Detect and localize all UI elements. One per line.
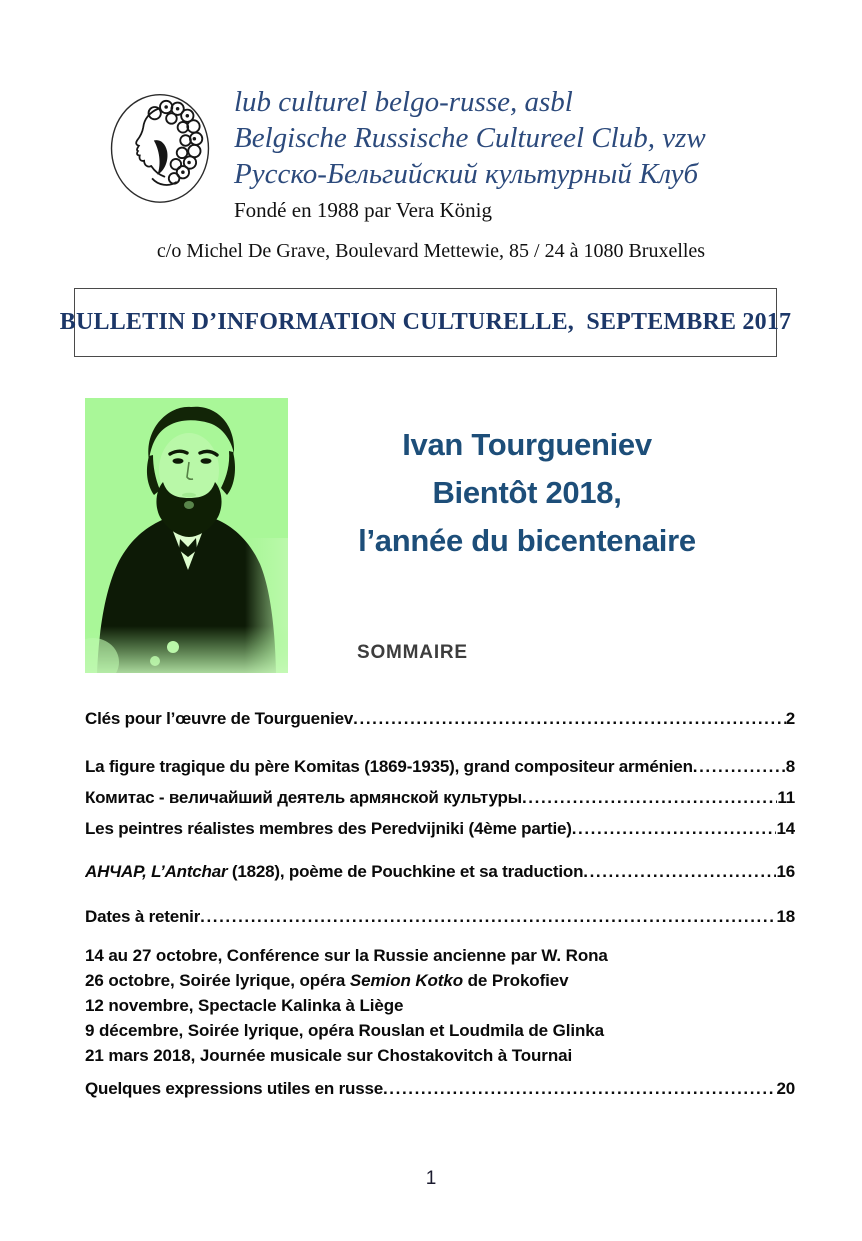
toc-item-label bbox=[85, 861, 583, 883]
toc-item bbox=[85, 756, 795, 778]
toc-final-item-container bbox=[85, 1078, 795, 1100]
toc-item bbox=[85, 906, 795, 928]
event-item-part: 9 décembre, Soirée lyrique, opéra Rouslan et Loudmila de Glinka bbox=[85, 1021, 604, 1040]
event-item-part: de Prokofiev bbox=[463, 971, 569, 990]
toc-dot-leader bbox=[572, 818, 777, 840]
event-item-part: Semion Kotko bbox=[349, 971, 464, 990]
page-number: 1 bbox=[425, 1168, 437, 1189]
toc-item-label-part: (1828), poème de Pouchkine et sa traduction bbox=[227, 862, 584, 881]
feature-title bbox=[288, 421, 766, 565]
club-name-russian: Русско-Бельгийский культурный Клуб bbox=[234, 158, 699, 190]
event-item-part: 12 novembre, Spectacle Kalinka à Liège bbox=[85, 996, 404, 1015]
pushkin-profile-logo-icon bbox=[108, 92, 212, 210]
toc-item-label-part: Комитас - величайший деятель армянской культуры bbox=[85, 788, 522, 807]
toc-item bbox=[85, 818, 795, 840]
event-item bbox=[85, 943, 795, 968]
bulletin-title-banner bbox=[59, 288, 792, 357]
toc-list bbox=[85, 708, 795, 928]
address-line: c/o Michel De Grave, Boulevard Mettewie, 85 / 24 à 1080 Bruxelles bbox=[156, 240, 706, 262]
toc-dot-leader bbox=[200, 906, 776, 928]
toc-dot-leader bbox=[583, 861, 776, 883]
toc-page-number: 14 bbox=[776, 819, 795, 838]
event-item bbox=[85, 1043, 795, 1068]
masthead bbox=[108, 84, 706, 225]
tourgueniev-portrait-image bbox=[85, 398, 288, 673]
toc-dot-leader bbox=[353, 708, 786, 730]
toc-page-number: 16 bbox=[776, 862, 795, 881]
toc-item-label bbox=[85, 756, 693, 778]
event-item-part: 26 octobre, Soirée lyrique, opéra bbox=[85, 971, 350, 990]
toc-item-label bbox=[85, 708, 353, 730]
event-item bbox=[85, 1018, 795, 1043]
toc-dot-leader bbox=[693, 756, 786, 778]
toc-item-label-part: АНЧАР, L’Antchar bbox=[85, 862, 228, 881]
toc-item-label bbox=[85, 818, 572, 840]
table-of-contents bbox=[85, 708, 795, 1100]
toc-item-label bbox=[85, 906, 200, 928]
toc-item-label-part: Quelques expressions utiles en russe bbox=[85, 1079, 383, 1098]
toc-item bbox=[85, 861, 795, 883]
toc-item-label bbox=[85, 787, 522, 809]
toc-item bbox=[85, 787, 795, 809]
toc-page-number: 20 bbox=[776, 1079, 795, 1098]
toc-page-number: 2 bbox=[785, 709, 795, 728]
feature-title-line-3: l’année du bicentenaire bbox=[358, 523, 696, 558]
bulletin-title: BULLETIN D’INFORMATION CULTURELLE, SEPTEMBRE 2017 bbox=[59, 309, 792, 335]
page-footer bbox=[0, 1168, 862, 1190]
toc-item bbox=[85, 708, 795, 730]
event-item-part: 14 au 27 octobre, Conférence sur la Russie ancienne par W. Rona bbox=[85, 946, 608, 965]
toc-page-number: 8 bbox=[785, 757, 795, 776]
event-item bbox=[85, 993, 795, 1018]
founded-line: Fondé en 1988 par Vera König bbox=[234, 198, 492, 222]
toc-dot-leader bbox=[383, 1078, 777, 1100]
club-name-french: lub culturel belgo-russe, asbl bbox=[234, 86, 573, 118]
feature-title-line-1: Ivan Tourgueniev bbox=[402, 427, 652, 462]
toc-page-number: 11 bbox=[777, 788, 795, 807]
toc-item-label-part: Clés pour l’œuvre de Tourgueniev bbox=[85, 709, 354, 728]
toc-item-label-part: La figure tragique du père Komitas (1869-1935), grand compositeur arménien bbox=[85, 757, 693, 776]
toc-page-number: 18 bbox=[776, 907, 795, 926]
feature-title-line-2: Bientôt 2018, bbox=[432, 475, 622, 510]
toc-dot-leader bbox=[522, 787, 777, 809]
club-name-dutch: Belgische Russische Cultureel Club, vzw bbox=[234, 122, 706, 154]
toc-item bbox=[85, 1078, 795, 1100]
events-list bbox=[85, 943, 795, 1068]
sommaire-heading: SOMMAIRE bbox=[357, 642, 468, 663]
event-item bbox=[85, 968, 795, 993]
toc-item-label bbox=[85, 1078, 383, 1100]
toc-item-label-part: Dates à retenir bbox=[85, 907, 201, 926]
event-item-part: 21 mars 2018, Journée musicale sur Chostakovitch à Tournai bbox=[85, 1046, 573, 1065]
toc-item-label-part: Les peintres réalistes membres des Peredvijniki (4ème partie) bbox=[85, 819, 572, 838]
club-names-block bbox=[234, 84, 706, 225]
